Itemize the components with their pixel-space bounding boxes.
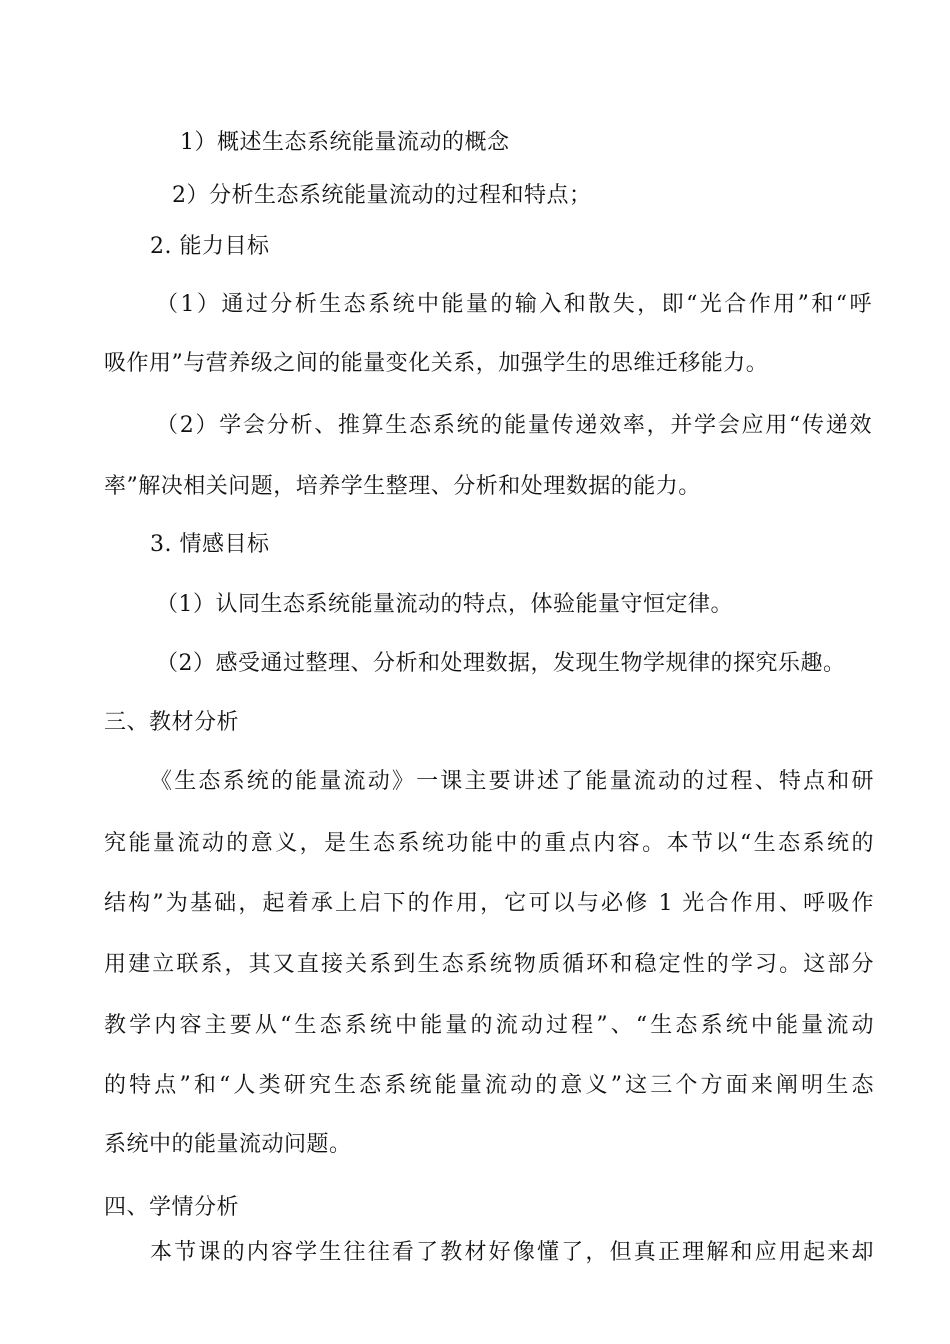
emotion-goal-2: （2）感受通过整理、分析和处理数据，发现生物学规律的探究乐趣。 (156, 651, 846, 676)
ability-goal-2-line-2: 率”解决相关问题，培养学生整理、分析和处理数据的能力。 (104, 474, 701, 499)
textbook-analysis-line-1: 《生态系统的能量流动》一课主要讲述了能量流动的过程、特点和研 (150, 769, 874, 794)
student-analysis-line-1: 本节课的内容学生往往看了教材好像懂了，但真正理解和应用起来却 (150, 1240, 874, 1265)
section-heading-ability-goals: 2. 能力目标 (150, 234, 270, 259)
textbook-analysis-line-3: 结构”为基础，起着承上启下的作用，它可以与必修 1 光合作用、呼吸作 (104, 891, 874, 916)
objective-item-1: 1）概述生态系统能量流动的概念 (180, 130, 510, 155)
section-heading-textbook-analysis: 三、教材分析 (104, 710, 240, 735)
ability-goal-1-line-1: （1）通过分析生态系统中能量的输入和散失，即“光合作用”和“呼 (156, 292, 872, 317)
ability-goal-2-line-1: （2）学会分析、推算生态系统的能量传递效率，并学会应用“传递效 (156, 413, 872, 438)
textbook-analysis-line-6: 的特点”和“人类研究生态系统能量流动的意义”这三个方面来阐明生态 (104, 1073, 874, 1098)
textbook-analysis-line-2: 究能量流动的意义，是生态系统功能中的重点内容。本节以“生态系统的 (104, 831, 874, 856)
textbook-analysis-line-5: 教学内容主要从“生态系统中能量的流动过程”、“生态系统中能量流动 (104, 1013, 874, 1038)
section-heading-student-analysis: 四、学情分析 (104, 1195, 240, 1220)
objective-item-2: 2）分析生态系统能量流动的过程和特点； (172, 183, 592, 208)
ability-goal-1-line-2: 吸作用”与营养级之间的能量变化关系，加强学生的思维迁移能力。 (104, 351, 769, 376)
textbook-analysis-line-4: 用建立联系，其又直接关系到生态系统物质循环和稳定性的学习。这部分 (104, 952, 874, 977)
section-heading-emotion-goals: 3. 情感目标 (150, 532, 270, 557)
emotion-goal-1: （1）认同生态系统能量流动的特点，体验能量守恒定律。 (156, 592, 733, 617)
textbook-analysis-line-7: 系统中的能量流动问题。 (104, 1132, 352, 1157)
